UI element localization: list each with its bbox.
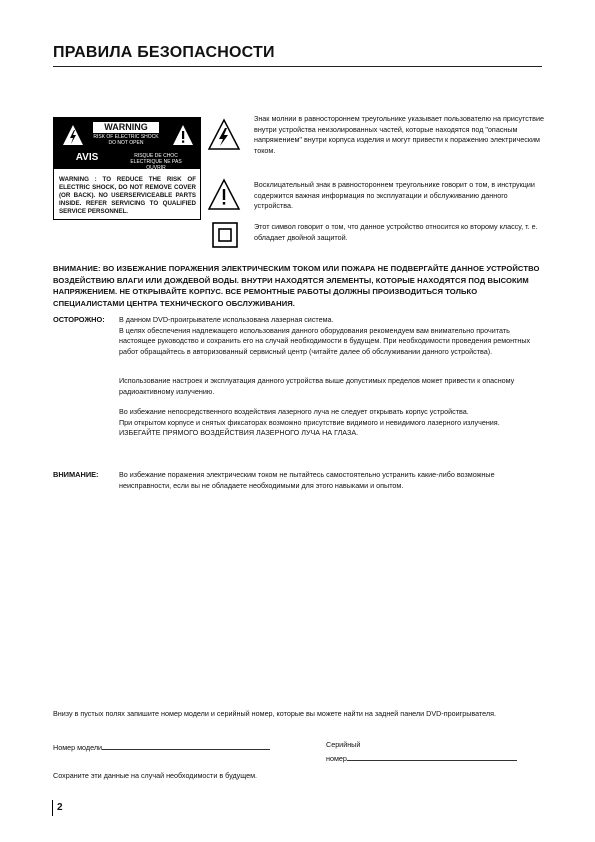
model-number-label: Номер модели bbox=[53, 743, 103, 752]
double-insulation-icon bbox=[212, 222, 238, 248]
model-number-field bbox=[53, 740, 293, 754]
warning-word: WARNING bbox=[92, 121, 160, 134]
main-warning: ВНИМАНИЕ: ВО ИЗБЕЖАНИЕ ПОРАЖЕНИЯ ЭЛЕКТРИЧЕСКИМ ТОКОМ ИЛИ ПОЖАРА НЕ ПОДВЕРГАЙТЕ ДАННОЕ УСТРОЙСТВО ВОЗДЕЙСТВИЮ ВЛАГИ ИЛИ ДОЖДЕВОЙ ВОДЫ. ВНУТРИ НАХОДЯТСЯ ЭЛЕМЕНТЫ, КОТОРЫЕ НАХОДЯТСЯ ПОД ВЫСОКИМ НАПРЯЖЕНИЕМ. НЕ ОТКРЫВАЙТЕ КОРПУС. ВСЕ РЕМОНТНЫЕ РАБОТЫ ДОЛЖНЫ ПРОИЗВОДИТЬСЯ ТОЛЬКО СПЕЦИАЛИСТАМИ ЦЕНТРА ТЕХНИЧЕСКОГО ОБСЛУЖИВАНИЯ. bbox=[53, 264, 540, 308]
warning-label-header bbox=[54, 118, 200, 169]
attention-text: Во избежание поражения электрическим током не пытайтесь самостоятельно устранить какие-либо возможные неисправности, если вы не обладаете необходимыми для этого навыками и опытом. bbox=[119, 470, 495, 490]
page-number: 2 bbox=[52, 800, 63, 816]
exclamation-symbol-icon bbox=[207, 178, 241, 212]
caution-paragraph-1: В данном DVD-проигрывателе использована лазерная система. В целях обеспечения надлежащего использования данного оборудования рекомендуем вам внимательно прочитать настоящее руководство и сохранить его на случай необходимости в будущем. При необходимости проведения ремонтных работ обращайтесь в авторизованный сервисный центр (читайте далее об обслуживании данного устройства). bbox=[119, 315, 531, 356]
caution-paragraph-3: Во избежание непосредственного воздействия лазерного луча не следует открывать корпус устройства. При открытом корпусе и снятых фиксаторах возможно присутствие видимого и невидимого лазерного излучения. ИЗБЕГАЙТЕ ПРЯМОГО ВОЗДЕЙСТВИЯ ЛАЗЕРНОГО ЛУЧА НА ГЛАЗА. bbox=[119, 407, 500, 437]
serial-number-label-1: Серийный bbox=[326, 740, 361, 749]
lightning-symbol-icon bbox=[207, 118, 241, 152]
risk-text: RISK OF ELECTRIC SHOCK DO NOT OPEN bbox=[93, 134, 159, 146]
serial-number-field bbox=[326, 740, 526, 764]
warning-label bbox=[53, 117, 201, 220]
lightning-description: Знак молнии в равностороннем треугольнике указывает пользователю на присутствие внутри устройства неизолированных частей, которые находятся под "опасным напряжением" внутри корпуса изделия и могут привести к поражению электрическим током. bbox=[254, 114, 544, 155]
serial-number-blank bbox=[347, 751, 517, 761]
lightning-triangle-icon bbox=[62, 124, 84, 146]
page-title: ПРАВИЛА БЕЗОПАСНОСТИ bbox=[53, 44, 275, 61]
attention-label: ВНИМАНИЕ: bbox=[53, 470, 99, 479]
exclamation-triangle-icon bbox=[172, 124, 194, 146]
model-number-blank bbox=[102, 740, 270, 750]
serial-number-label-2: номер bbox=[326, 753, 347, 763]
title-rule bbox=[53, 66, 542, 67]
risque-text: RISQUE DE CHOC ELECTRIQUE NE PAS OUVRIR bbox=[130, 153, 182, 171]
exclamation-description: Восклицательный знак в равностороннем треугольнике говорит о том, в инструкции содержится важная информация по эксплуатации и обслуживанию данного устройства. bbox=[254, 180, 535, 210]
record-instruction: Внизу в пустых полях запишите номер модели и серийный номер, которые вы можете найти на задней панели DVD-проигрывателя. bbox=[53, 709, 497, 718]
avis-word: AVIS bbox=[75, 152, 99, 163]
keep-note: Сохраните эти данные на случай необходимости в будущем. bbox=[53, 771, 258, 780]
warning-label-text: WARNING : TO REDUCE THE RISK OF ELECTRIC SHOCK, DO NOT REMOVE COVER (OR BACK). NO USERSERVICEABLE PARTS INSIDE. REFER SERVICING TO QUALIFIED SERVICE PERSONNEL. bbox=[59, 176, 196, 215]
caution-paragraph-2: Использование настроек и эксплуатация данного устройства выше допустимых пределов может привести к опасному радиоактивному излучению. bbox=[119, 376, 515, 396]
caution-label: ОСТОРОЖНО: bbox=[53, 315, 105, 324]
double-insulation-description: Этот символ говорит о том, что данное устройство относится ко второму классу, т. е. обладает двойной защитой. bbox=[254, 222, 538, 242]
